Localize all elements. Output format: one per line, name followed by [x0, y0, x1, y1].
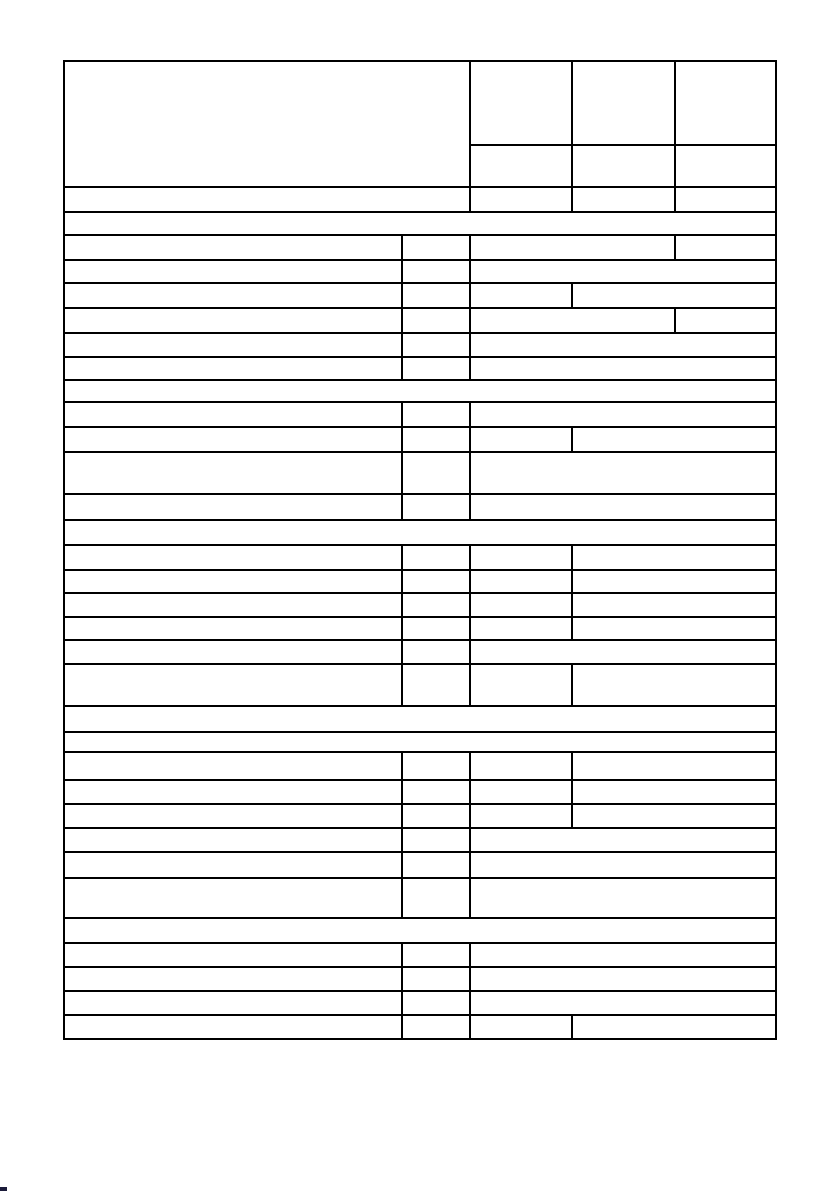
table-grid-line-horizontal	[63, 1038, 777, 1040]
table-grid-line-horizontal	[63, 259, 777, 261]
table-grid-line-horizontal	[63, 705, 777, 707]
table-grid-line-horizontal	[63, 332, 777, 334]
table-grid-line-vertical	[63, 60, 65, 1040]
table-grid-line-horizontal	[63, 616, 777, 618]
table-grid-line-vertical	[674, 307, 676, 334]
table-grid-line-vertical	[401, 942, 403, 1040]
table-grid-line-vertical	[469, 234, 471, 381]
table-grid-line-vertical	[571, 282, 573, 309]
table-grid-line-horizontal	[63, 60, 777, 62]
table-grid-line-horizontal	[63, 663, 777, 665]
table-grid-line-horizontal	[63, 569, 777, 571]
table-grid-line-vertical	[571, 663, 573, 707]
table-grid-line-horizontal	[63, 426, 777, 428]
table-grid-line-horizontal	[63, 751, 777, 753]
table-grid-line-vertical	[571, 1014, 573, 1040]
table-grid-line-horizontal	[63, 990, 777, 992]
table-grid-line-horizontal	[63, 401, 777, 403]
table-grid-line-vertical	[571, 60, 573, 213]
scan-artifact-speck	[0, 1187, 7, 1191]
table-grid-line-vertical	[674, 60, 676, 213]
table-grid-line-vertical	[674, 234, 676, 261]
table-grid-line-horizontal	[63, 282, 777, 284]
table-grid-line-horizontal	[63, 451, 777, 453]
table-grid-line-vertical	[571, 544, 573, 641]
table-grid-line-horizontal	[63, 779, 777, 781]
table-grid-line-horizontal	[63, 803, 777, 805]
table-grid-line-vertical	[469, 401, 471, 521]
table-grid-line-horizontal	[63, 731, 777, 733]
table-grid-line-vertical	[401, 234, 403, 381]
table-grid-line-horizontal	[63, 1014, 777, 1016]
table-grid-line-horizontal	[63, 966, 777, 968]
table-grid-line-vertical	[401, 401, 403, 521]
table-grid-line-horizontal	[63, 234, 777, 236]
table-grid-line-horizontal	[63, 307, 777, 309]
table-grid-line-horizontal	[63, 851, 777, 853]
table-grid-line-horizontal	[63, 211, 777, 213]
table-grid-line-horizontal	[63, 592, 777, 594]
table-grid-line-horizontal	[63, 493, 777, 495]
table-grid-line-horizontal	[63, 519, 777, 521]
table-grid-line-vertical	[469, 751, 471, 919]
table-grid-line-horizontal	[63, 917, 777, 919]
table-grid-line-horizontal	[63, 877, 777, 879]
table-grid-line-vertical	[401, 544, 403, 707]
table-grid-line-vertical	[571, 751, 573, 829]
table-grid-line-vertical	[469, 544, 471, 707]
table-grid-line-vertical	[571, 426, 573, 453]
table-grid-line-horizontal	[63, 942, 777, 944]
table-grid-line-horizontal	[63, 639, 777, 641]
table-grid-line-vertical	[469, 942, 471, 1040]
table-grid-line-horizontal	[63, 356, 777, 358]
table-grid-line-horizontal	[63, 827, 777, 829]
table-grid-line-horizontal	[63, 186, 777, 188]
table-grid-line-horizontal	[63, 379, 777, 381]
table-grid-line-horizontal	[63, 544, 777, 546]
table-grid-line-vertical	[775, 60, 777, 1040]
table-grid-line-vertical	[469, 60, 471, 213]
table-grid-line-vertical	[401, 751, 403, 919]
table-grid-line-horizontal	[469, 144, 777, 146]
